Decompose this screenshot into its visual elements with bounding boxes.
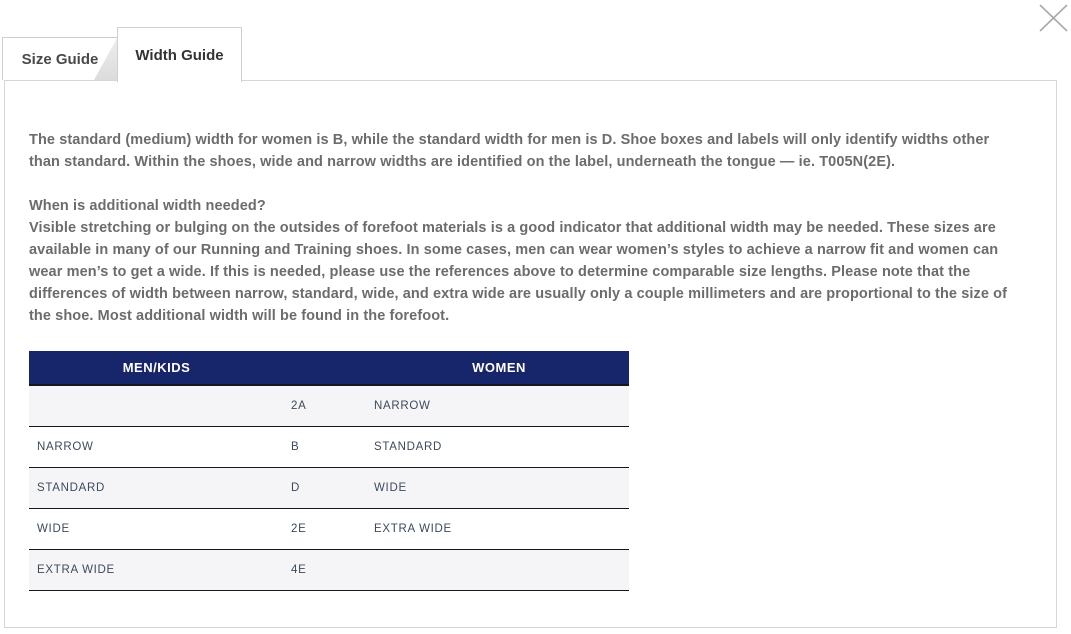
men-width-label: NARROW <box>29 426 284 467</box>
width-code: 2A <box>284 385 369 426</box>
width-code: D <box>284 467 369 508</box>
women-width-label: STANDARD <box>369 426 629 467</box>
table-row <box>29 508 629 549</box>
close-icon <box>1036 3 1070 33</box>
women-width-label: EXTRA WIDE <box>369 508 629 549</box>
men-width-label: WIDE <box>29 508 284 549</box>
table-row <box>29 467 629 508</box>
close-button[interactable] <box>1036 3 1070 33</box>
width-guide-copy <box>29 129 1012 327</box>
tab-width-guide-label: Width Guide <box>135 46 224 64</box>
additional-width-answer: Visible stretching or bulging on the outsides of forefoot materials is a good indicator that additional width may be needed. These sizes are available in many of our Running and Training shoes. In some cases, men can wear women’s styles to achieve a narrow fit and women can wear men’s to get a wide. If this is needed, please use the references above to determine comparable size lengths. Please note that the differences of width between narrow, standard, wide, and extra wide are usually only a couple millimeters and are proportional to the size of the shoe. Most additional width will be found in the forefoot. <box>29 220 1008 324</box>
header-spacer <box>284 351 369 385</box>
additional-width-question: When is additional width needed? <box>29 198 266 214</box>
women-width-label: NARROW <box>369 385 629 426</box>
table-row <box>29 385 629 426</box>
width-guide-panel <box>4 80 1057 628</box>
table-row <box>29 549 629 590</box>
tab-width-guide[interactable] <box>117 27 242 82</box>
men-width-label: STANDARD <box>29 467 284 508</box>
header-women: WOMEN <box>369 351 629 385</box>
men-width-label <box>29 385 284 426</box>
header-men-kids: MEN/KIDS <box>29 351 284 385</box>
tab-size-guide[interactable] <box>2 37 118 80</box>
width-code: B <box>284 426 369 467</box>
table-row <box>29 426 629 467</box>
width-code: 2E <box>284 508 369 549</box>
table-header-row <box>29 351 629 385</box>
men-width-label: EXTRA WIDE <box>29 549 284 590</box>
width-comparison-table <box>29 351 629 591</box>
width-code: 4E <box>284 549 369 590</box>
women-width-label <box>369 549 629 590</box>
additional-width-paragraph <box>29 195 1012 327</box>
women-width-label: WIDE <box>369 467 629 508</box>
intro-paragraph: The standard (medium) width for women is B, while the standard width for men is D. Shoe boxes and labels will only identify widths other than standard. Within the shoes, wide and narrow widths are identified on the label, underneath the tongue — ie. T005N(2E). <box>29 132 990 170</box>
tab-size-guide-label: Size Guide <box>21 50 99 68</box>
